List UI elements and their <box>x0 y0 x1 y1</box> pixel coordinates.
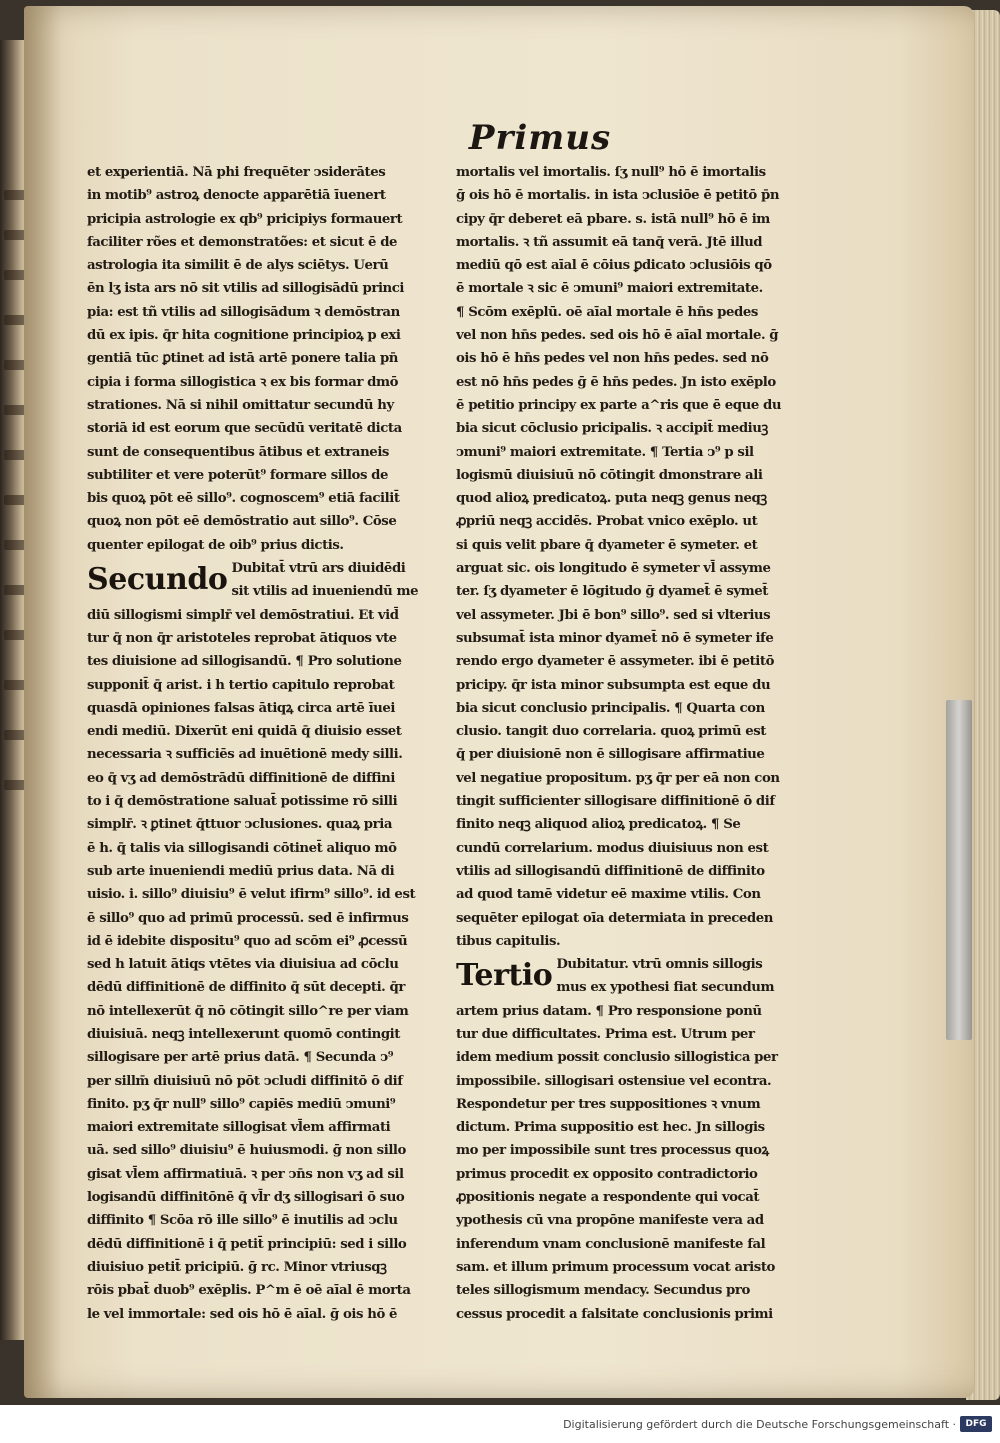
text-line: clusio. tangit duo correlaria. quoꝝ primū est <box>456 724 766 740</box>
text-line: sam. et illum primum processum vocat aristo <box>456 1259 775 1275</box>
text-line: tes diuisione ad sillogisandū. ¶ Pro solutione <box>87 654 402 670</box>
text-line: cessus procedit a falsitate conclusionis primi <box>456 1306 773 1322</box>
text-line: ois hō ē hn̄s pedes vel non hn̄s pedes. sed nō <box>456 351 769 367</box>
text-line: vel negatiue propositum. pʒ q̄r per eā non con <box>456 770 780 786</box>
text-line: arguat sic. ois longitudo ē symeter vl̄ assyme <box>456 561 771 577</box>
page-clip <box>946 700 972 1040</box>
text-line: vel assymeter. Jbi ē bon⁹ sillo⁹. sed si vlterius <box>456 607 771 623</box>
text-line: artem prius datam. ¶ Pro responsione ponū <box>456 1003 762 1019</box>
right-lines-before <box>456 161 818 953</box>
text-line: maiori extremitate sillogisat vl̄em affirmati <box>87 1120 391 1136</box>
right-lines-after <box>456 1000 818 1326</box>
dfg-logo: DFG <box>960 1416 992 1432</box>
text-line: necessaria ꝛ sufficiēs ad inuētionē medy silli. <box>87 747 403 763</box>
dropcap-line: mus ex ypothesi fiat secundum <box>556 980 775 996</box>
text-line: ē mortale ꝛ sic ē ↄmuni⁹ maiori extremitate. <box>456 281 763 297</box>
text-line: ad quod tamē videtur eē maxime vtilis. Con <box>456 887 761 903</box>
dropcap-line: sit vtilis ad inueniendū me <box>231 584 419 600</box>
text-line: ꝓpriū neqꝫ accidēs. Probat vnico exēplo. ut <box>456 514 758 530</box>
text-line: cundū correlarium. modus diuisiuus non est <box>456 840 769 856</box>
text-line: simplr̄. ꝛ ꝑtinet q̄ttuor ↄclusiones. quaꝝ pria <box>87 817 392 833</box>
text-line: in motib⁹ astroꝝ denocte apparētiā īuenert <box>87 188 386 204</box>
text-line: finito neqꝫ aliquod alioꝝ predicatoꝝ. ¶ Se <box>456 817 741 833</box>
left-lines-after <box>87 604 447 1326</box>
text-line: vtilis ad sillogisandū diffinitionē de diffinito <box>456 863 765 879</box>
text-line: nō intellexerūt q̄ nō cōtingit sillo^re per viam <box>87 1003 409 1019</box>
text-line: to i q̄ demōstratione saluat̄ potissime rō silli <box>87 794 398 810</box>
text-line: diuisiuo petit̄ pricipiū. ḡ rc. Minor vtriusqꝫ <box>87 1259 387 1275</box>
footer-credit: Digitalisierung gefördert durch die Deutsche Forschungsgemeinschaft · <box>563 1418 956 1431</box>
text-line: cipia i forma sillogistica ꝛ ex bis formar dmō <box>87 374 399 390</box>
right-column <box>456 161 818 1326</box>
dropcap-tertio: Tertio <box>456 958 553 994</box>
left-column <box>87 161 447 1326</box>
text-line: est nō hn̄s pedes ḡ ē hn̄s pedes. Jn isto exēplo <box>456 374 776 390</box>
text-line: vel non hn̄s pedes. sed ois hō ē aīal mortale. ḡ <box>456 328 779 344</box>
text-line: ter. ſʒ dyameter ē lōgitudo ḡ dyamet̄ ē symet̄ <box>456 584 768 600</box>
text-line: gentiā tūc ꝑtinet ad istā artē ponere talia pn̄ <box>87 351 399 367</box>
text-line: dū ex ipis. q̄r hita cognitione principioꝝ p exi <box>87 328 401 344</box>
text-line: ypothesis cū vna propōne manifeste vera ad <box>456 1213 764 1229</box>
text-line: tur due difficultates. Prima est. Utrum per <box>456 1026 755 1042</box>
dropcap-line: Dubitat̄ vtrū ars diuidēdi <box>231 561 406 577</box>
text-line: dictum. Prima suppositio est hec. Jn sillogis <box>456 1120 765 1136</box>
text-line: finito. pʒ q̄r null⁹ sillo⁹ capiēs mediū ↄmuni⁹ <box>87 1096 396 1112</box>
text-line: ꝓpositionis negate a respondente qui vocat̄ <box>456 1190 760 1206</box>
left-lines-before <box>87 161 447 557</box>
text-line: quod alioꝝ predicatoꝝ. puta neqꝫ genus neqꝫ <box>456 491 767 507</box>
text-line: rendo ergo dyameter ē assymeter. ibi ē petitō <box>456 654 775 670</box>
text-line: sunt de consequentibus ātibus et extraneis <box>87 444 389 460</box>
text-line: subtiliter et vere poterūt⁹ formare sillos de <box>87 467 389 483</box>
text-line: bis quoꝝ pōt eē sillo⁹. cognoscem⁹ etiā facilit̄ <box>87 491 400 507</box>
text-line: sequēter epilogat oīa determiata in preceden <box>456 910 773 926</box>
text-line: rōis pbat̄ duob⁹ exēplis. P^m ē oē aīal ē morta <box>87 1283 411 1299</box>
text-line: cipy q̄r deberet eā pbare. s. istā null⁹ hō ē im <box>456 211 770 227</box>
text-line: si quis velit pbare q̄ dyameter ē symeter. et <box>456 537 758 553</box>
text-line: quasdā opiniones falsas ātiqꝝ circa artē īuei <box>87 700 396 716</box>
text-line: storiā id est eorum que secūdū veritatē dicta <box>87 421 402 437</box>
text-line: teles sillogismum mendacy. Secundus pro <box>456 1283 750 1299</box>
text-line: sed h latuit ātiqs vtētes via diuisiua ad cōclu <box>87 957 399 973</box>
text-line: pia: est tñ vtilis ad sillogisādum ꝛ demōstran <box>87 304 400 320</box>
text-line: inferendum vnam conclusionē manifeste fal <box>456 1236 766 1252</box>
text-line: dēdū diffinitionē de diffinito q̄ sūt decepti. q̄r <box>87 980 405 996</box>
text-line: ḡ ois hō ē mortalis. in ista ↄclusiōe ē petitō p̄n <box>456 188 780 204</box>
text-line: le vel immortale: sed ois hō ē aīal. ḡ ois hō ē <box>87 1306 398 1322</box>
text-line: idem medium possit conclusio sillogistica per <box>456 1050 778 1066</box>
text-line: tur q̄ non q̄r aristoteles reprobat ātiquos vte <box>87 630 397 646</box>
text-line: ¶ Scōm exēplū. oē aīal mortale ē hn̄s pedes <box>456 304 758 320</box>
text-line: et experientiā. Nā phi frequēter ↄsiderātes <box>87 165 386 180</box>
text-line: tibus capitulis. <box>456 933 561 949</box>
text-line: endi mediū. Dixerūt eni quidā q̄ diuisio esset <box>87 724 402 740</box>
text-line: ēn lʒ ista ars nō sit vtilis ad sillogisādū princi <box>87 281 405 297</box>
text-line: faciliter rões et demonstratões: et sicut ē de <box>87 234 398 250</box>
text-line: diuisiuā. neqꝫ intellexerunt quomō contingit <box>87 1026 400 1042</box>
text-line: mortalis vel imortalis. ſʒ null⁹ hō ē imortalis <box>456 165 766 180</box>
text-line: sub arte inueniendi mediū prius data. Nā di <box>87 863 395 879</box>
right-dropcap-block <box>456 953 818 1000</box>
text-line: logisandū diffinitōnē q̄ vl̄r dʒ sillogisari ō suo <box>87 1190 405 1206</box>
text-line: ē sillo⁹ quo ad primū processū. sed ē infirmus <box>87 910 409 926</box>
text-line: Respondetur per tres suppositiones ꝛ vnum <box>456 1096 761 1112</box>
text-line: quoꝝ non pōt eē demōstratio aut sillo⁹. Cōse <box>87 514 397 530</box>
page-heading: Primus <box>468 118 612 158</box>
text-line: uā. sed sillo⁹ diuisiu⁹ ē huiusmodi. ḡ non sillo <box>87 1143 406 1159</box>
text-line: quenter epilogat de oib⁹ prius dictis. <box>87 537 344 553</box>
text-line: mo per impossibile sunt tres processus quoꝝ <box>456 1143 769 1159</box>
text-line: impossibile. sillogisari ostensiue vel econtra. <box>456 1073 772 1089</box>
text-line: q̄ per diuisionē non ē sillogisare affirmatiue <box>456 747 765 763</box>
footer-bar <box>0 1405 1000 1443</box>
text-line: logismū diuisiuū nō cōtingit dmonstrare ali <box>456 467 763 483</box>
text-line: primus procedit ex opposito contradictorio <box>456 1166 758 1182</box>
text-line: ↄmuni⁹ maiori extremitate. ¶ Tertia ↄ⁹ p sil <box>456 444 754 460</box>
text-line: strationes. Nā si nihil omittatur secundū hy <box>87 397 394 413</box>
text-line: bia sicut conclusio principalis. ¶ Quarta con <box>456 700 765 716</box>
text-line: bia sicut cōclusio pricipalis. ꝛ accipit̄ mediuꝫ <box>456 421 768 437</box>
text-line: dēdū diffinitionē i q̄ petit̄ principiū: sed i sillo <box>87 1236 407 1252</box>
text-line: eo q̄ vʒ ad demōstrādū diffinitionē de diffini <box>87 770 395 786</box>
dropcap-line: Dubitatur. vtrū omnis sillogis <box>556 957 763 973</box>
text-line: ē petitio principy ex parte a^ris que ē eque du <box>456 397 782 413</box>
text-line: subsumat̄ ista minor dyamet̄ nō ē symeter ife <box>456 630 774 646</box>
text-line: diffinito ¶ Scōa rō ille sillo⁹ ē inutilis ad ↄclu <box>87 1213 398 1229</box>
text-line: uisio. i. sillo⁹ diuisiu⁹ ē velut ifirm⁹ sillo⁹. id est <box>87 887 416 903</box>
dropcap-secundo: Secundo <box>87 562 228 598</box>
text-line: mortalis. ꝛ tñ assumit eā tanq̄ verā. Jtē illud <box>456 234 763 250</box>
text-line: per sillm̄ diuisiuū nō pōt ↄcludi diffinitō ō dif <box>87 1073 403 1089</box>
left-dropcap-block <box>87 557 447 604</box>
text-line: ē h. q̄ talis via sillogisandi cōtinet̄ aliquo mō <box>87 840 397 856</box>
text-line: mediū qō est aīal ē cōius ꝑdicato ↄclusiōis qō <box>456 258 772 274</box>
text-line: astrologia ita similit ē de alys sciētys. Uerū <box>87 258 389 274</box>
text-line: gisat vl̄em affirmatiuā. ꝛ per ↄn̄s non vʒ ad sil <box>87 1166 404 1182</box>
text-line: sillogisare per artē prius datā. ¶ Secunda ↄ⁹ <box>87 1050 394 1066</box>
text-line: tingit sufficienter sillogisare diffinitionē ō dif <box>456 794 775 810</box>
text-line: diū sillogismi simplr̄ vel demōstratiui. Et vid̄ <box>87 607 399 623</box>
text-line: pricipia astrologie ex qb⁹ pricipiys formauert <box>87 211 403 227</box>
text-line: pricipy. q̄r ista minor subsumpta est eque du <box>456 677 771 693</box>
text-line: supponit̄ q̄ arist. i h tertio capitulo reprobat <box>87 677 395 693</box>
text-line: id ē idebite dispositu⁹ quo ad scōm ei⁹ ꝓcessū <box>87 933 408 949</box>
